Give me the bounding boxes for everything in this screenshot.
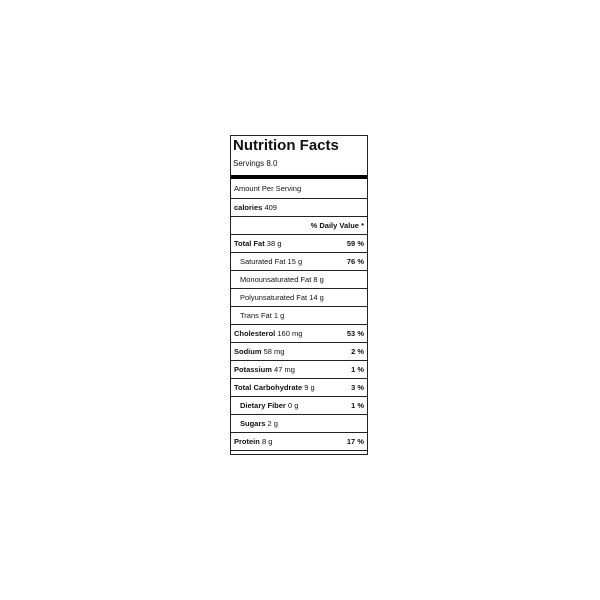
nutrition-facts-label bbox=[230, 135, 368, 455]
nutrient-name: Saturated Fat bbox=[240, 257, 286, 266]
nutrient-row-trans-fat bbox=[231, 306, 367, 324]
nutrient-name: Monounsaturated Fat bbox=[240, 275, 312, 284]
nutrient-amount: 38 g bbox=[266, 239, 282, 248]
daily-value-header: % Daily Value * bbox=[310, 221, 364, 230]
nutrient-amount: 2 g bbox=[267, 419, 278, 428]
amount-per-serving-text: Amount Per Serving bbox=[234, 184, 302, 193]
nutrient-amount: 9 g bbox=[304, 383, 315, 392]
nutrient-name: Cholesterol bbox=[234, 329, 276, 338]
nutrient-percent: 1 % bbox=[351, 365, 364, 374]
nutrient-name: Polyunsaturated Fat bbox=[240, 293, 308, 302]
nutrient-cell bbox=[234, 329, 302, 338]
nutrient-name: Total Fat bbox=[234, 239, 265, 248]
nutrient-row-cholesterol bbox=[231, 324, 367, 342]
daily-value-header-row bbox=[231, 216, 367, 234]
nutrient-amount: 47 mg bbox=[274, 365, 295, 374]
nutrient-percent: 76 % bbox=[346, 257, 364, 266]
nutrient-percent: 59 % bbox=[346, 239, 364, 248]
nutrient-amount: 8 g bbox=[261, 437, 273, 446]
nutrient-row-sugars bbox=[231, 414, 367, 432]
nutrient-percent: 53 % bbox=[346, 329, 364, 338]
nutrient-amount: 15 g bbox=[287, 257, 303, 266]
nutrient-cell bbox=[234, 437, 272, 446]
nutrient-cell bbox=[234, 311, 284, 320]
calories-row bbox=[231, 198, 367, 216]
nutrient-name: Trans Fat bbox=[240, 311, 272, 320]
nutrient-cell bbox=[234, 293, 324, 302]
nutrient-name: Sugars bbox=[240, 419, 266, 428]
nutrient-percent: 1 % bbox=[351, 401, 364, 410]
label-title: Nutrition Facts bbox=[233, 137, 339, 154]
nutrient-amount: 0 g bbox=[287, 401, 299, 410]
nutrient-row-monounsaturated-fat bbox=[231, 270, 367, 288]
nutrient-percent: 17 % bbox=[346, 437, 364, 446]
bottom-divider bbox=[231, 450, 367, 454]
nutrient-amount: 14 g bbox=[309, 293, 324, 302]
calories-cell bbox=[234, 203, 277, 212]
nutrient-cell bbox=[234, 275, 324, 284]
nutrient-cell bbox=[234, 401, 298, 410]
nutrient-amount: 58 mg bbox=[263, 347, 285, 356]
nutrient-amount: 1 g bbox=[273, 311, 285, 320]
nutrient-cell bbox=[234, 347, 284, 356]
nutrient-row-sodium bbox=[231, 342, 367, 360]
nutrient-amount: 160 mg bbox=[277, 329, 303, 338]
nutrient-name: Total Carbohydrate bbox=[234, 383, 303, 392]
nutrient-cell bbox=[234, 239, 281, 248]
amount-per-serving-row bbox=[231, 179, 367, 198]
nutrient-percent: 2 % bbox=[351, 347, 364, 356]
nutrient-row-protein bbox=[231, 432, 367, 450]
servings-text: Servings 8.0 bbox=[233, 159, 278, 168]
nutrient-cell bbox=[234, 365, 295, 374]
nutrient-name: Sodium bbox=[234, 347, 262, 356]
nutrient-row-dietary-fiber bbox=[231, 396, 367, 414]
nutrient-row-total-fat bbox=[231, 234, 367, 252]
nutrient-amount: 8 g bbox=[313, 275, 324, 284]
nutrient-name: Potassium bbox=[234, 365, 272, 374]
nutrient-row-polyunsaturated-fat bbox=[231, 288, 367, 306]
nutrient-cell bbox=[234, 383, 315, 392]
calories-value: 409 bbox=[264, 203, 277, 212]
nutrient-name: Protein bbox=[234, 437, 260, 446]
nutrient-name: Dietary Fiber bbox=[240, 401, 286, 410]
nutrient-cell bbox=[234, 257, 302, 266]
nutrient-row-potassium bbox=[231, 360, 367, 378]
nutrient-row-total-carbohydrate bbox=[231, 378, 367, 396]
nutrient-row-saturated-fat bbox=[231, 252, 367, 270]
calories-label: calories bbox=[234, 203, 263, 212]
nutrient-percent: 3 % bbox=[351, 383, 364, 392]
nutrient-cell bbox=[234, 419, 278, 428]
